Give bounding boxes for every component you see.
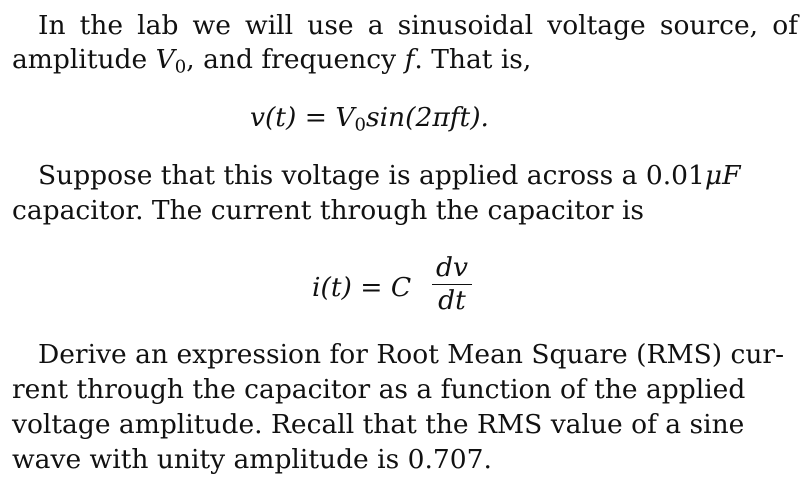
eq2-lhs: i(t): [312, 272, 352, 303]
paragraph-3-line-2: rent through the capacitor as a function of the applied: [12, 374, 746, 405]
eq1-equals: =: [296, 102, 336, 133]
eq2-capacitance: C: [390, 272, 412, 303]
eq2-denominator: dt: [438, 285, 466, 316]
paragraph-1-line-2: [12, 42, 531, 78]
eq1-lhs: v(t): [250, 102, 297, 133]
text-suppose: Suppose that this voltage is applied across a 0.01: [38, 160, 705, 191]
eq2-numerator: dv: [436, 252, 468, 283]
equation-current-lhs: [312, 270, 411, 306]
equation-voltage: [250, 100, 489, 144]
paragraph-3-line-1: Derive an expression for Root Mean Square (RMS) cur-: [38, 339, 785, 370]
paragraph-3-line-4: wave with unity amplitude is 0.707.: [12, 444, 492, 475]
text-that-is: . That is,: [414, 44, 532, 75]
var-f: f: [404, 44, 415, 75]
eq1-v-zero: $V_0$: [335, 102, 366, 136]
var-v-zero: $V_0$: [155, 44, 187, 78]
eq2-derivative-fraction: [432, 252, 472, 317]
text-and-frequency: , and frequency: [186, 44, 397, 75]
paragraph-2-line-1: [38, 158, 741, 194]
text-amplitude: amplitude: [12, 44, 148, 75]
paragraph-1-line-1: In the lab we will use a sinusoidal voltage source, of: [38, 10, 798, 41]
paragraph-2-line-2: capacitor. The current through the capacitor is: [12, 195, 645, 226]
eq1-sin-term: sin(2πft).: [365, 102, 489, 133]
eq2-equals: =: [351, 272, 391, 303]
paragraph-3-line-3: voltage amplitude. Recall that the RMS value of a sine: [12, 409, 745, 440]
unit-microfarad: μF: [704, 160, 741, 191]
